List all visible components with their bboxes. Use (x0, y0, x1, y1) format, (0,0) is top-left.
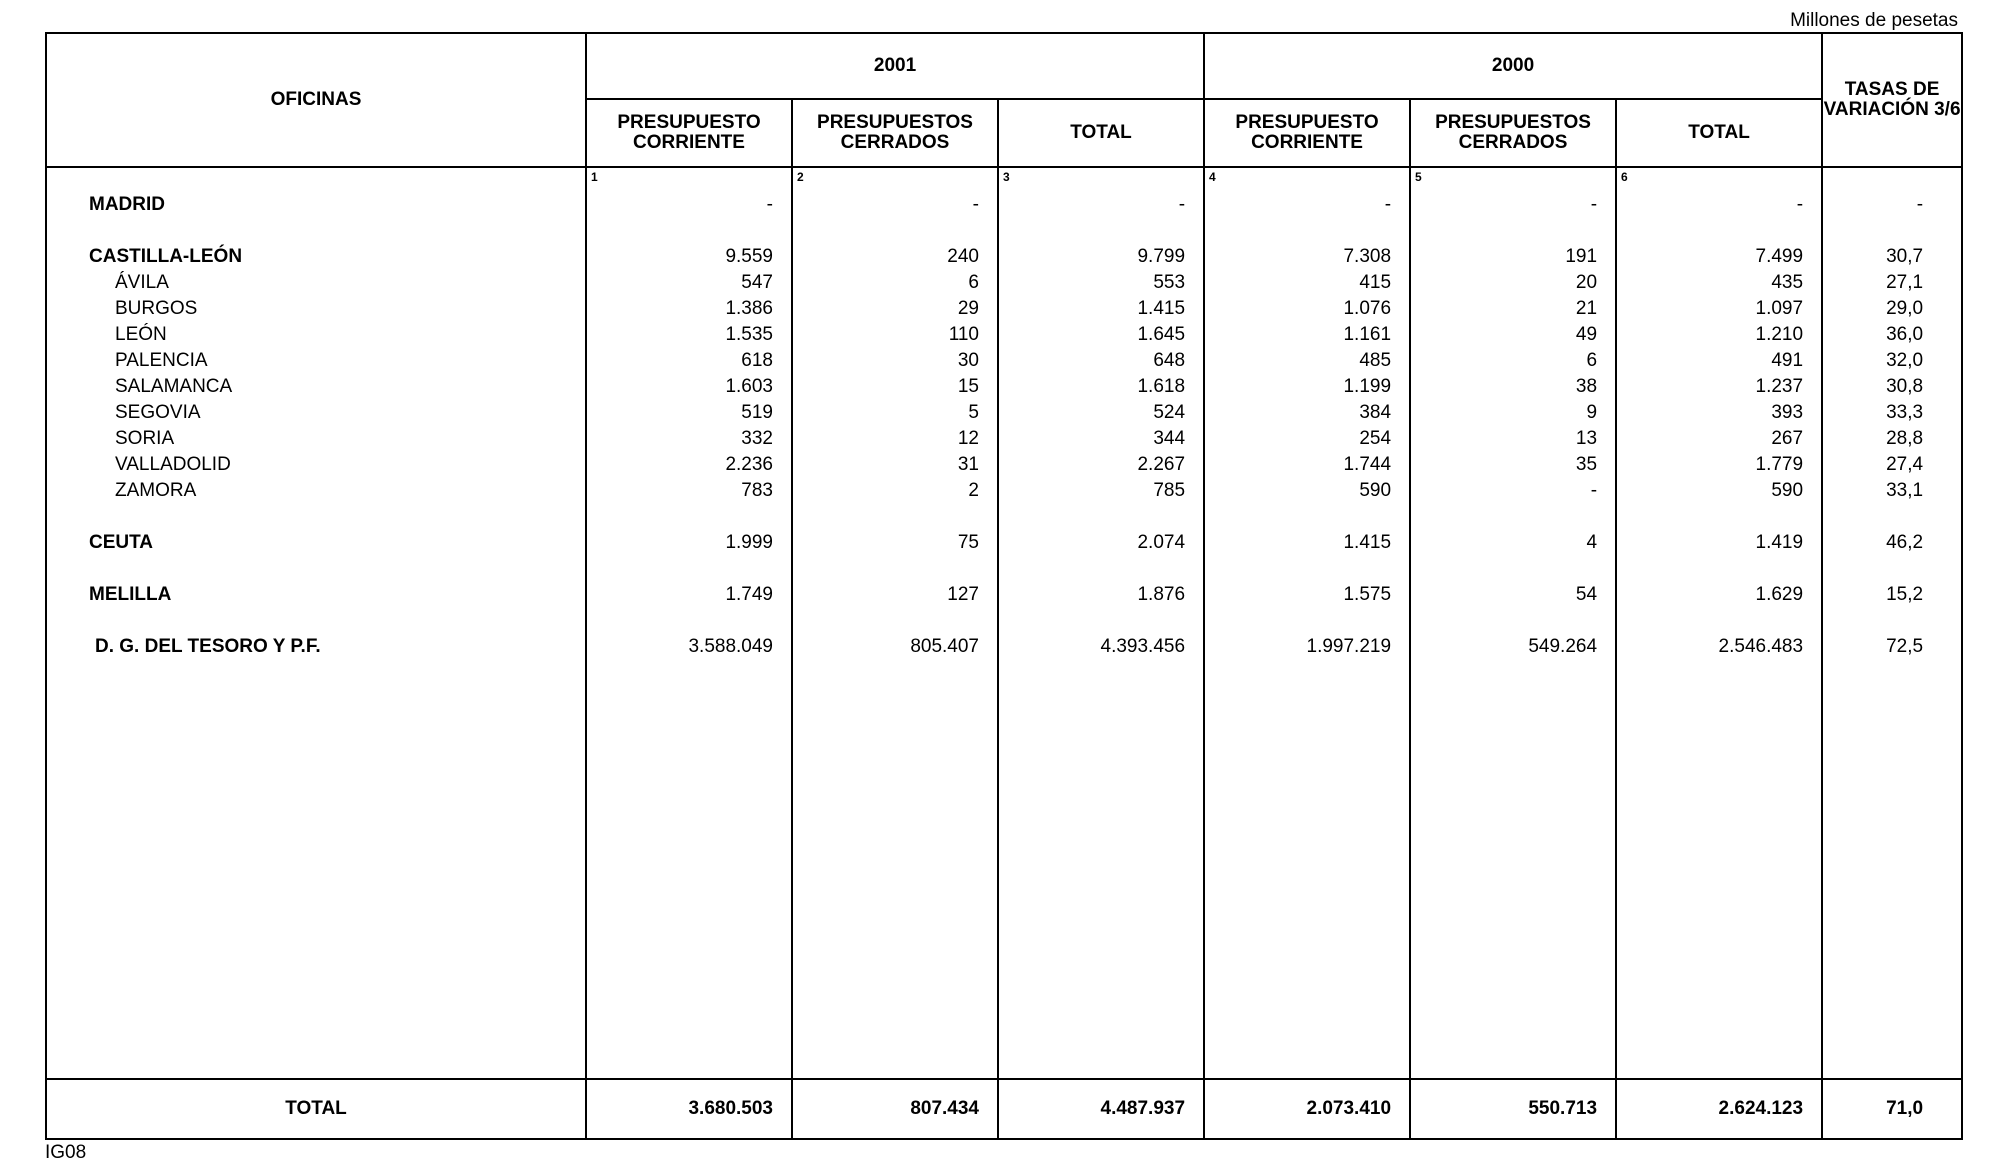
cell-value: 267 (1771, 428, 1804, 449)
cell-value: 7.308 (1343, 246, 1392, 267)
cell-value: 15 (957, 376, 979, 397)
cell-value: 110 (948, 324, 979, 345)
cell-value: 38 (1575, 376, 1598, 397)
header-total-2001: TOTAL (998, 99, 1204, 167)
office-name: MELILLA (89, 584, 172, 605)
cell-value: 1.876 (1137, 584, 1186, 605)
cell-value: 20 (1575, 272, 1598, 293)
cell-value: 1.161 (1343, 324, 1392, 345)
total-c3: 4.487.937 (998, 1079, 1204, 1139)
row-spacer (1205, 218, 1409, 244)
header-presupuestos-cerrados-2001: PRESUPUESTOS CERRADOS (792, 99, 998, 167)
cell-value: 1.629 (1755, 584, 1804, 605)
row-spacer (47, 608, 585, 634)
row-spacer (1823, 608, 1961, 634)
row-spacer (1823, 504, 1961, 530)
cell-value: 13 (1575, 428, 1598, 449)
column-4 (1204, 167, 1410, 1079)
cell-value: 240 (947, 246, 979, 267)
row-spacer (999, 504, 1203, 530)
row-spacer (1205, 556, 1409, 582)
cell-value: 1.575 (1343, 584, 1392, 605)
cell-value: 2 (968, 480, 979, 501)
total-c1: 3.680.503 (586, 1079, 792, 1139)
cell-value: 191 (1565, 246, 1598, 267)
cell-value: 1.749 (725, 584, 773, 605)
row-spacer (1411, 608, 1615, 634)
tasa-value: 46,2 (1886, 532, 1924, 553)
tasa-value: 33,3 (1886, 402, 1924, 423)
office-name: D. G. DEL TESORO Y P.F. (95, 636, 321, 657)
row-spacer (999, 556, 1203, 582)
cell-value: 9.559 (725, 246, 773, 267)
cell-value: 49 (1575, 324, 1598, 345)
cell-value: 1.999 (725, 532, 773, 553)
cell-value: 805.407 (910, 636, 979, 657)
column-5 (1410, 167, 1616, 1079)
cell-value: 3.588.049 (688, 636, 773, 657)
row-spacer (1617, 504, 1821, 530)
cell-value: 4.393.456 (1100, 636, 1186, 657)
unit-note: Millones de pesetas (1790, 10, 1958, 31)
header-presupuesto-corriente-2001: PRESUPUESTO CORRIENTE (586, 99, 792, 167)
cell-value: 1.618 (1137, 376, 1186, 397)
cell-value: 491 (1771, 350, 1804, 371)
office-name: LEÓN (115, 324, 167, 345)
office-name: SEGOVIA (115, 402, 201, 423)
row-spacer (1205, 608, 1409, 634)
column-number: 2 (797, 170, 804, 184)
cell-value: 485 (1359, 350, 1392, 371)
cell-value: 1.744 (1343, 454, 1392, 475)
cell-value: 384 (1359, 402, 1392, 423)
cell-value: 1.210 (1755, 324, 1804, 345)
tasa-value: 33,1 (1886, 480, 1924, 501)
header-tasas: TASAS DE VARIACIÓN 3/6 (1822, 33, 1962, 167)
office-name: BURGOS (115, 298, 198, 319)
row-spacer (1823, 218, 1961, 244)
row-spacer (47, 218, 585, 244)
tasa-value: 27,4 (1886, 454, 1924, 475)
cell-value: 6 (1586, 350, 1598, 371)
cell-value: 30 (957, 350, 979, 371)
total-c5: 550.713 (1410, 1079, 1616, 1139)
cell-value: 4 (1586, 532, 1598, 553)
row-spacer (47, 504, 585, 530)
header-presupuesto-corriente-2000: PRESUPUESTO CORRIENTE (1204, 99, 1410, 167)
header-year-2000: 2000 (1204, 33, 1822, 99)
row-spacer (1205, 504, 1409, 530)
tasa-value: 15,2 (1886, 584, 1924, 605)
cell-value: 12 (957, 428, 979, 449)
total-tasa: 71,0 (1822, 1079, 1962, 1139)
cell-value: 549.264 (1528, 636, 1598, 657)
row-spacer (1823, 556, 1961, 582)
cell-value: 1.076 (1343, 298, 1392, 319)
cell-value: 1.386 (725, 298, 773, 319)
tasa-value: 30,7 (1886, 246, 1924, 267)
tasa-value: 36,0 (1886, 324, 1924, 345)
cell-value: 785 (1153, 480, 1186, 501)
cell-value: 547 (741, 272, 773, 293)
tasa-value: 29,0 (1886, 298, 1924, 319)
cell-value: 1.199 (1343, 376, 1392, 397)
cell-value: 618 (741, 350, 773, 371)
column-number: 1 (591, 170, 598, 184)
row-spacer (1617, 608, 1821, 634)
cell-value: 54 (1575, 584, 1598, 605)
cell-value: 7.499 (1755, 246, 1804, 267)
cell-value: 2.074 (1137, 532, 1186, 553)
cell-value: - (766, 194, 773, 215)
row-spacer (793, 504, 997, 530)
cell-value: 1.645 (1137, 324, 1186, 345)
tasa-value: - (1916, 194, 1924, 215)
office-name: SALAMANCA (115, 376, 233, 397)
tasa-value: 32,0 (1886, 350, 1924, 371)
total-c6: 2.624.123 (1616, 1079, 1822, 1139)
cell-value: 553 (1153, 272, 1186, 293)
cell-value: 2.267 (1137, 454, 1186, 475)
offices-column (46, 167, 586, 1079)
cell-value: 31 (957, 454, 979, 475)
total-label: TOTAL (46, 1079, 586, 1139)
cell-value: - (1796, 194, 1804, 215)
row-spacer (587, 556, 791, 582)
office-name: VALLADOLID (115, 454, 231, 475)
cell-value: 1.779 (1755, 454, 1804, 475)
row-spacer (793, 556, 997, 582)
cell-value: - (1384, 194, 1392, 215)
column-number: 5 (1415, 170, 1422, 184)
tasa-value: 28,8 (1886, 428, 1924, 449)
office-name: PALENCIA (115, 350, 208, 371)
office-name: ÁVILA (115, 272, 169, 293)
cell-value: 9 (1586, 402, 1598, 423)
cell-value: - (972, 194, 979, 215)
cell-value: 344 (1153, 428, 1186, 449)
cell-value: 648 (1153, 350, 1186, 371)
row-spacer (587, 218, 791, 244)
header-presupuestos-cerrados-2000: PRESUPUESTOS CERRADOS (1410, 99, 1616, 167)
header-year-2001: 2001 (586, 33, 1204, 99)
cell-value: 1.419 (1755, 532, 1804, 553)
cell-value: 1.535 (725, 324, 773, 345)
cell-value: 519 (741, 402, 773, 423)
row-spacer (999, 218, 1203, 244)
cell-value: 1.603 (725, 376, 773, 397)
row-spacer (999, 608, 1203, 634)
cell-value: 21 (1575, 298, 1598, 319)
column-1 (586, 167, 792, 1079)
row-spacer (1617, 218, 1821, 244)
cell-value: 2.546.483 (1718, 636, 1804, 657)
cell-value: 35 (1575, 454, 1598, 475)
cell-value: 254 (1359, 428, 1392, 449)
cell-value: 1.997.219 (1306, 636, 1392, 657)
row-spacer (1411, 504, 1615, 530)
cell-value: 783 (741, 480, 773, 501)
cell-value: 5 (968, 402, 979, 423)
total-c4: 2.073.410 (1204, 1079, 1410, 1139)
cell-value: 29 (957, 298, 979, 319)
tasas-column (1822, 167, 1962, 1079)
column-number: 3 (1003, 170, 1010, 184)
row-spacer (1617, 556, 1821, 582)
cell-value: 75 (957, 532, 979, 553)
cell-value: 9.799 (1137, 246, 1186, 267)
tasa-value: 72,5 (1886, 636, 1924, 657)
cell-value: 1.415 (1343, 532, 1392, 553)
office-name: CEUTA (89, 532, 154, 553)
cell-value: 524 (1153, 402, 1186, 423)
budget-table (45, 32, 1963, 1140)
cell-value: 393 (1771, 402, 1804, 423)
row-spacer (793, 608, 997, 634)
row-spacer (1411, 218, 1615, 244)
office-name: ZAMORA (115, 480, 197, 501)
column-number: 4 (1209, 170, 1216, 184)
column-2 (792, 167, 998, 1079)
row-spacer (1411, 556, 1615, 582)
cell-value: 415 (1359, 272, 1392, 293)
cell-value: - (1178, 194, 1186, 215)
header-total-2000: TOTAL (1616, 99, 1822, 167)
column-number: 6 (1621, 170, 1628, 184)
cell-value: 127 (947, 584, 979, 605)
cell-value: 2.236 (725, 454, 773, 475)
row-spacer (587, 608, 791, 634)
tasa-value: 30,8 (1886, 376, 1924, 397)
column-3 (998, 167, 1204, 1079)
cell-value: - (1590, 480, 1598, 501)
office-name: SORIA (115, 428, 175, 449)
header-oficinas: OFICINAS (46, 33, 586, 167)
cell-value: 332 (741, 428, 773, 449)
column-6 (1616, 167, 1822, 1079)
office-name: MADRID (89, 194, 165, 215)
office-name: CASTILLA-LEÓN (89, 246, 243, 267)
cell-value: 590 (1359, 480, 1392, 501)
cell-value: 435 (1771, 272, 1804, 293)
tasa-value: 27,1 (1886, 272, 1924, 293)
row-spacer (793, 218, 997, 244)
cell-value: 1.237 (1755, 376, 1804, 397)
cell-value: 590 (1771, 480, 1804, 501)
row-spacer (47, 556, 585, 582)
total-c2: 807.434 (792, 1079, 998, 1139)
cell-value: - (1590, 194, 1598, 215)
cell-value: 1.097 (1755, 298, 1804, 319)
footer-code: IG08 (45, 1142, 87, 1163)
cell-value: 6 (968, 272, 979, 293)
row-spacer (587, 504, 791, 530)
cell-value: 1.415 (1137, 298, 1186, 319)
